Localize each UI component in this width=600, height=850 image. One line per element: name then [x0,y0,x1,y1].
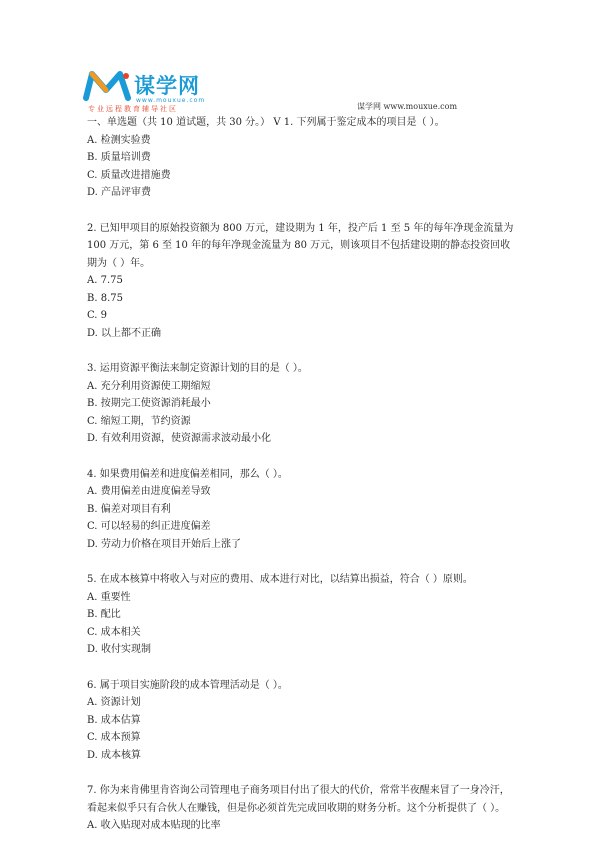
answer-option: D. 以上都不正确 [87,327,162,339]
answer-option: C. 缩短工期，节约资源 [87,415,191,427]
site-logo [82,66,242,114]
logo-slogan: 专业远程教育辅导社区 [88,105,178,113]
question-text: 7. 你为来肯佛里肯咨询公司管理电子商务项目付出了很大的代价，常常半夜醒来冒了一身冷汗，看起来似乎只有合伙人在赚钱，但是你必须首先完成回收期的财务分析。这个分析提供了（ ）。 [87,785,510,814]
logo-m-icon [82,68,132,102]
header-site-url[interactable]: www.mouxue.com [383,102,458,111]
question-text: 6. 属于项目实施阶段的成本管理活动是（ ）。 [87,679,288,691]
question-text: 3. 运用资源平衡法来制定资源计划的目的是（ ）。 [87,363,308,374]
answer-option: A. 收入贴现对成本贴现的比率 [87,820,221,831]
question-block [87,220,517,343]
logo-url: www.mouxue.com [136,97,206,104]
question-text: 4. 如果费用偏差和进度偏差相同，那么（ ）。 [87,468,288,480]
question-block [87,466,517,554]
answer-option: D. 成本核算 [87,749,142,761]
answer-option: B. 配比 [87,609,121,620]
header-site-label: 谋学网 [357,102,381,111]
answer-option: A. 检测实验费 [87,134,151,146]
header-site-info [357,101,457,112]
answer-option: B. 质量培训费 [87,152,151,163]
answer-option: D. 收付实现制 [87,644,152,655]
question-list [87,132,517,835]
section-heading: 一、单选题（共 10 道试题，共 30 分。） V 1. 下列属于鉴定成本的项目是（ ）。 [87,117,445,128]
answer-option: B. 偏差对项目有利 [87,503,171,515]
answer-option: C. 可以轻易的纠正进度偏差 [87,521,211,532]
answer-option: A. 7.75 [87,275,123,286]
answer-option: C. 9 [87,310,108,321]
exam-content [87,114,517,835]
question-text: 2. 已知甲项目的原始投资额为 800 万元，建设期为 1 年，投产后 1 至 5 年的每年净现金流量为 100 万元，第 6 至 10 年的每年净现金流量为 80 万元，则该项目不包括建设期的静态投资回收期为（ ）年。 [87,222,514,269]
answer-option: C. 成本预算 [87,732,141,743]
answer-option: A. 资源计划 [87,697,141,708]
question-text: 5. 在成本核算中将收入与对应的费用、成本进行对比，以结算出损益，符合（ ）原则。 [87,574,473,585]
answer-option: D. 有效利用资源，使资源需求波动最小化 [87,433,272,444]
answer-option: C. 质量改进措施费 [87,169,171,181]
question-block [87,782,517,835]
answer-option: A. 费用偏差由进度偏差导致 [87,486,211,497]
logo-name: 谋学网 [134,74,200,98]
question-block [87,132,517,202]
answer-option: B. 按期完工使资源消耗最小 [87,398,211,409]
answer-option: C. 成本相关 [87,626,141,638]
question-block [87,677,517,765]
question-block [87,571,517,659]
question-block [87,360,517,448]
answer-option: D. 劳动力价格在项目开始后上涨了 [87,538,242,550]
answer-option: D. 产品评审费 [87,187,152,198]
answer-option: B. 8.75 [87,292,123,304]
answer-option: A. 充分利用资源使工期缩短 [87,380,211,392]
answer-option: B. 成本估算 [87,714,141,726]
answer-option: A. 重要性 [87,591,131,603]
